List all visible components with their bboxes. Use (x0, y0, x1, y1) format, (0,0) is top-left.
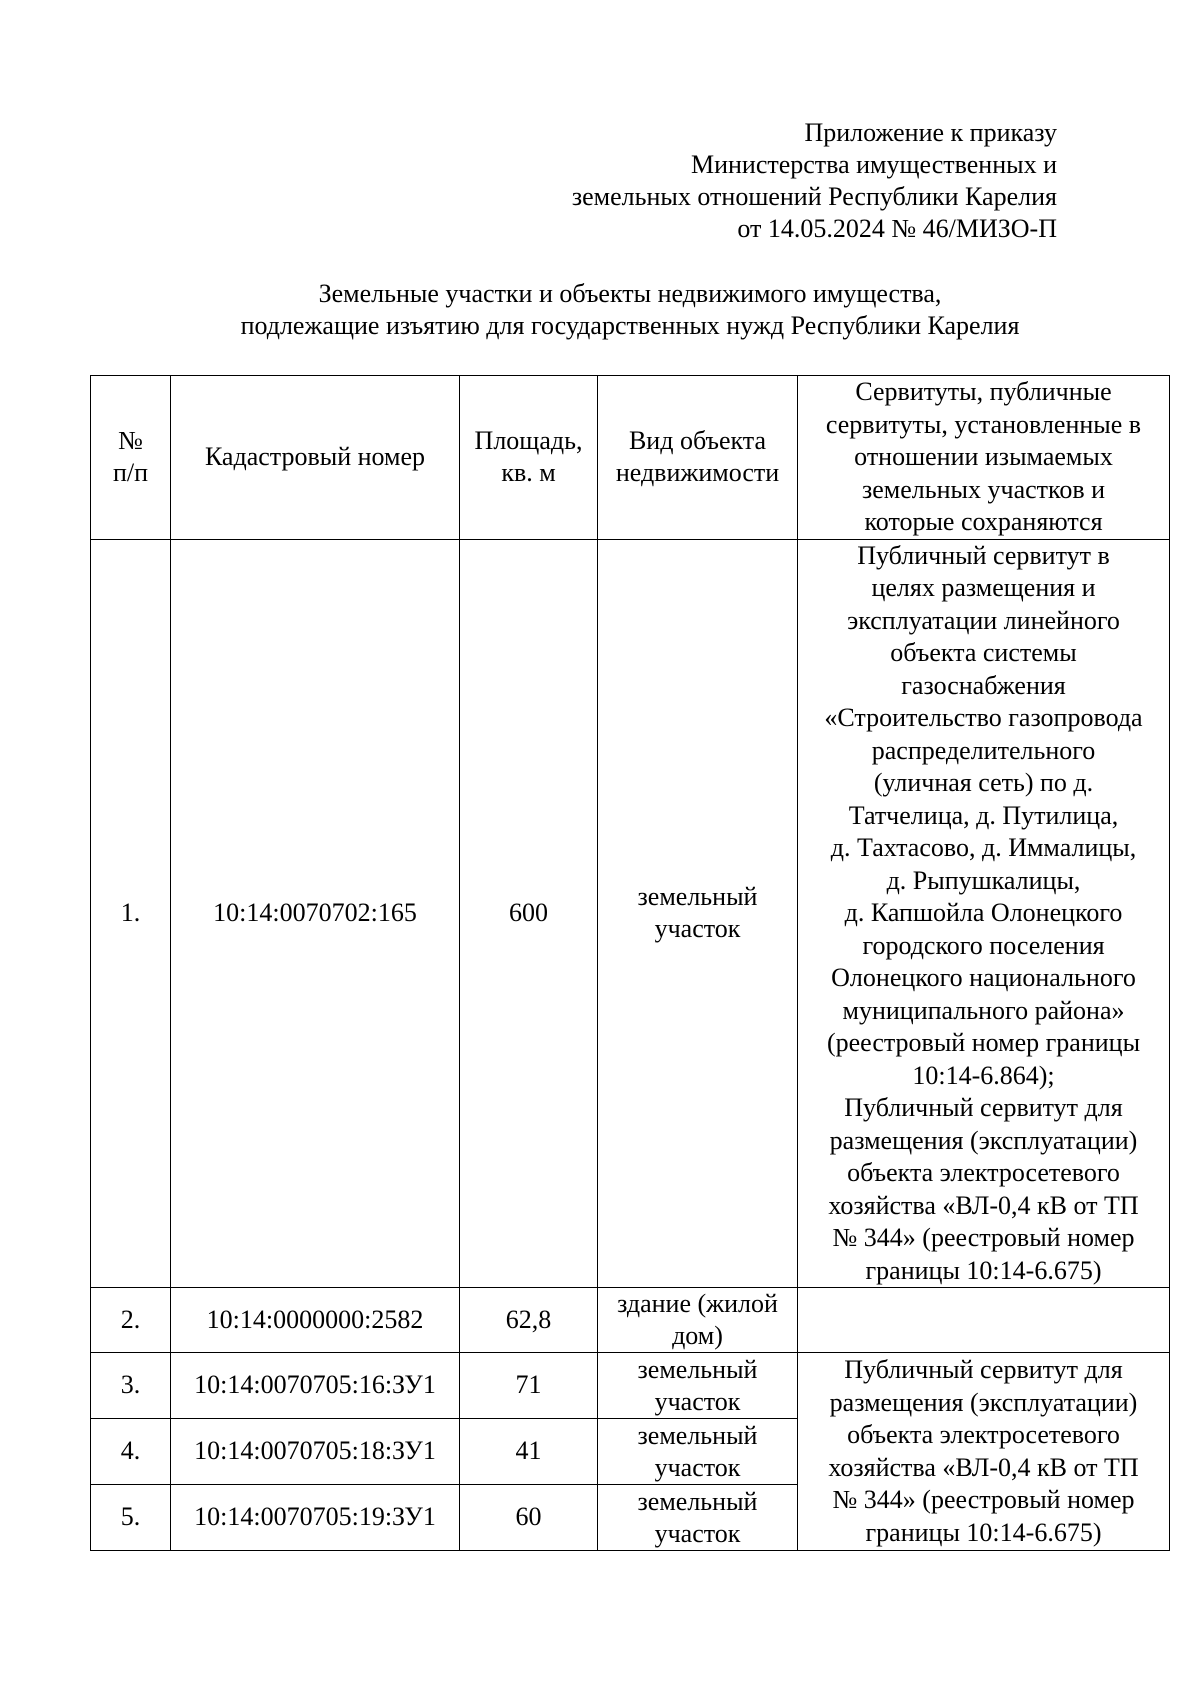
cell-area: 41 (460, 1419, 598, 1485)
cell-kind-line: земельный (637, 1354, 758, 1384)
servitude-line: эксплуатации линейного (847, 605, 1120, 635)
servitude-line: муниципального района» (842, 995, 1125, 1025)
servitude-line: границы 10:14-6.675) (865, 1517, 1102, 1547)
cell-kind (598, 539, 798, 1288)
cell-servitudes (798, 539, 1170, 1288)
cell-kind-line: участок (654, 1452, 741, 1482)
servitude-line: «Строительство газопровода (824, 703, 1143, 732)
table-row (91, 1353, 1170, 1419)
cell-num: 4. (91, 1419, 171, 1485)
cell-num: 2. (91, 1288, 171, 1353)
cell-kind-line: дом) (672, 1321, 723, 1350)
cell-num: 3. (91, 1353, 171, 1419)
cell-kind-line: участок (654, 1386, 741, 1416)
servitude-line: Публичный сервитут для (844, 1355, 1123, 1384)
table-row (91, 539, 1170, 1288)
cell-kind-line: земельный (637, 1420, 758, 1450)
cell-cadastral: 10:14:0070705:18:ЗУ1 (171, 1419, 460, 1485)
table-header-row (91, 376, 1170, 540)
cell-kind-line: участок (654, 1518, 741, 1548)
header-area-line: Площадь, (474, 425, 583, 455)
servitude-line: объекта электросетевого (847, 1158, 1120, 1187)
title-line: подлежащие изъятию для государственных нужд Республики Карелия (240, 311, 1020, 340)
servitude-line: объекта системы (890, 638, 1077, 667)
servitude-line: д. Капшойла Олонецкого (844, 898, 1123, 927)
table-row (91, 1288, 1170, 1353)
cell-kind (598, 1419, 798, 1485)
servitude-line: Публичный сервитут в (857, 540, 1110, 570)
header-cadastral-label: Кадастровый номер (204, 442, 426, 471)
header-kind-line: недвижимости (615, 458, 780, 488)
header-servitudes (798, 376, 1170, 540)
cell-kind-line: участок (654, 914, 741, 944)
cell-cadastral: 10:14:0000000:2582 (171, 1288, 460, 1353)
servitude-line: № 344» (реестровый номер (832, 1485, 1135, 1514)
header-area (460, 376, 598, 540)
servitude-line: (уличная сеть) по д. (873, 768, 1094, 797)
land-plots-table (90, 375, 1170, 1551)
header-num-line: п/п (112, 458, 149, 488)
cell-cadastral: 10:14:0070705:16:ЗУ1 (171, 1353, 460, 1419)
header-kind-line: Вид объекта (628, 425, 767, 455)
cell-kind-line: земельный (637, 1486, 758, 1516)
cell-num: 5. (91, 1485, 171, 1551)
header-servitudes-line: которые сохраняются (864, 507, 1103, 536)
servitude-line: целях размещения и (871, 573, 1096, 602)
cell-area: 62,8 (460, 1288, 598, 1353)
header-servitudes-line: земельных участков и (861, 474, 1106, 504)
cell-num: 1. (91, 539, 171, 1288)
cell-kind-line: здание (жилой (617, 1289, 778, 1318)
servitude-line: объекта электросетевого (847, 1420, 1120, 1449)
header-area-line: кв. м (501, 458, 556, 488)
cell-kind (598, 1288, 798, 1353)
document-title (0, 278, 1200, 342)
title-line: Земельные участки и объекты недвижимого имущества, (318, 279, 942, 308)
servitude-line: хозяйства «ВЛ-0,4 кВ от ТП (828, 1190, 1139, 1220)
servitude-line: распределительного (871, 735, 1096, 765)
cell-servitudes-merged (798, 1353, 1170, 1551)
servitude-line: газоснабжения (901, 670, 1066, 700)
cell-servitudes-empty (798, 1288, 1170, 1353)
appendix-line: Министерства имущественных и (690, 150, 1057, 179)
header-servitudes-line: сервитуты, установленные в (825, 409, 1142, 439)
cell-kind (598, 1485, 798, 1551)
appendix-line: земельных отношений Республики Карелия (571, 182, 1057, 211)
header-servitudes-line: отношении изымаемых (854, 442, 1113, 471)
cell-area: 60 (460, 1485, 598, 1551)
servitude-line: городского поселения (862, 930, 1105, 960)
servitude-line: хозяйства «ВЛ-0,4 кВ от ТП (828, 1452, 1139, 1482)
header-cadastral (171, 376, 460, 540)
appendix-header (572, 117, 1057, 245)
header-kind (598, 376, 798, 540)
servitude-line: границы 10:14-6.675) (865, 1255, 1102, 1285)
header-servitudes-line: Сервитуты, публичные (855, 377, 1112, 406)
servitude-line: размещения (эксплуатации) (829, 1125, 1138, 1155)
servitude-line: размещения (эксплуатации) (829, 1387, 1138, 1417)
servitude-line: 10:14-6.864); (912, 1060, 1055, 1090)
cell-cadastral: 10:14:0070705:19:ЗУ1 (171, 1485, 460, 1551)
header-num-line: № (118, 425, 143, 455)
header-num (91, 376, 171, 540)
cell-area: 600 (460, 539, 598, 1288)
servitude-line: Татчелица, д. Путилица, (848, 800, 1119, 830)
appendix-line: Приложение к приказу (804, 118, 1057, 147)
cell-cadastral: 10:14:0070702:165 (171, 539, 460, 1288)
cell-kind (598, 1353, 798, 1419)
cell-kind-line: земельный (637, 882, 758, 912)
servitude-line: № 344» (реестровый номер (832, 1223, 1135, 1252)
cell-area: 71 (460, 1353, 598, 1419)
appendix-line: от 14.05.2024 № 46/МИЗО-П (737, 214, 1057, 243)
servitude-line: (реестровый номер границы (826, 1028, 1141, 1057)
servitude-line: д. Тахтасово, д. Иммалицы, (830, 833, 1137, 862)
servitude-line: д. Рыпушкалицы, (886, 865, 1081, 895)
servitude-line: Олонецкого национального (831, 963, 1136, 992)
servitude-line: Публичный сервитут для (844, 1093, 1123, 1122)
